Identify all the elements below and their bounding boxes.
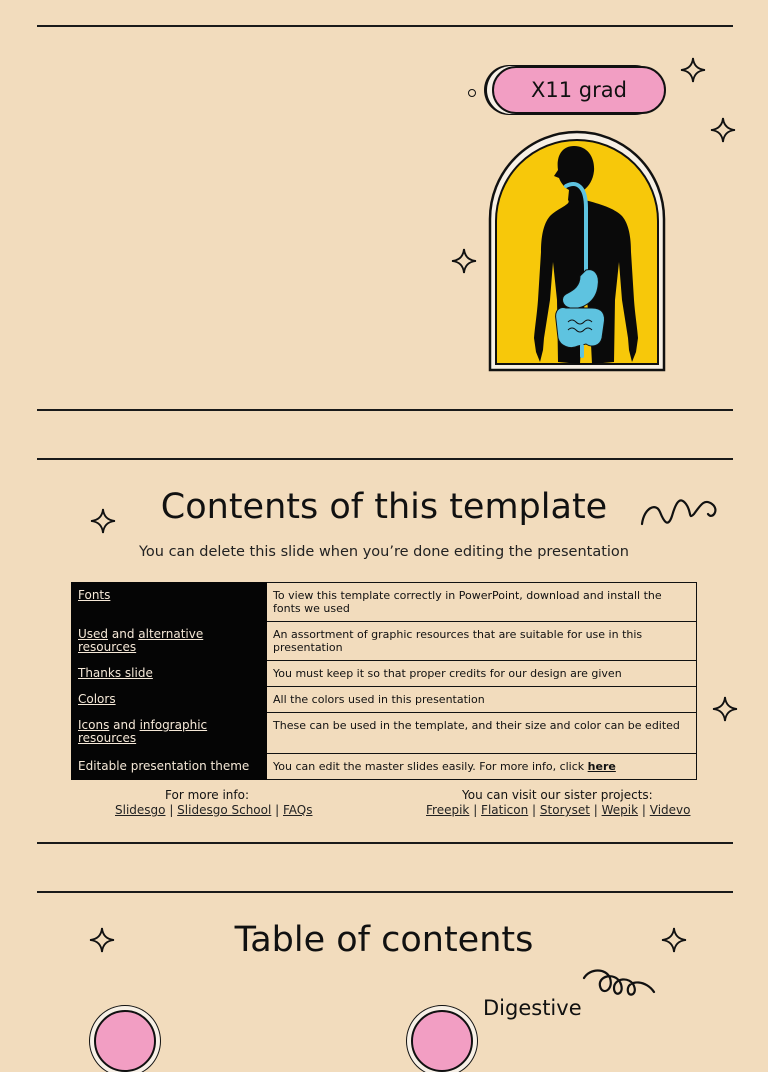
sister-projects-links: Freepik | Flaticon | Storyset | Wepik | Videvo: [426, 803, 691, 817]
table-row: [72, 687, 697, 713]
row-key: [72, 622, 267, 661]
freepik-link[interactable]: Freepik: [426, 803, 470, 817]
more-info-links: Slidesgo | Slidesgo School | FAQs: [115, 803, 313, 817]
row-value: An assortment of graphic resources that are suitable for use in this presentation: [267, 622, 697, 661]
row-key: [72, 661, 267, 687]
slide3-top-rule: [37, 891, 733, 893]
sparkle-icon: [680, 57, 706, 83]
slide1-top-rule: [37, 25, 733, 27]
row-value: To view this template correctly in PowerPoint, download and install the fonts we used: [267, 583, 697, 622]
videvo-link[interactable]: Videvo: [649, 803, 691, 817]
row-key: [72, 583, 267, 622]
sister-projects-label: You can visit our sister projects:: [462, 788, 653, 802]
table-row: [72, 661, 697, 687]
table-row: [72, 713, 697, 754]
resources-table: [71, 582, 697, 780]
contents-title: Contents of this template: [160, 487, 608, 527]
alternative-resources-link[interactable]: alternative resources: [78, 627, 204, 654]
slide2-top-rule: [37, 458, 733, 460]
grade-badge: [492, 66, 666, 114]
storyset-link[interactable]: Storyset: [539, 803, 590, 817]
row-value: All the colors used in this presentation: [267, 687, 697, 713]
toc-item-label: Digestive: [483, 996, 582, 1020]
digestive-system-illustration: [482, 124, 672, 376]
toc-bullet-circle: [94, 1010, 156, 1072]
small-circle-decoration: [468, 89, 476, 97]
icons-link[interactable]: Icons: [78, 718, 110, 732]
here-link[interactable]: here: [587, 760, 616, 773]
wepik-link[interactable]: Wepik: [601, 803, 639, 817]
more-info-label: For more info:: [165, 788, 250, 802]
row-key-connector: and: [109, 718, 140, 732]
row-value: [267, 754, 697, 780]
row-value-text: You can edit the master slides easily. For more info, click: [273, 760, 588, 773]
table-of-contents-title: Table of contents: [234, 920, 534, 960]
sparkle-icon: [710, 117, 736, 143]
row-key: [72, 713, 267, 754]
toc-bullet-circle: [411, 1010, 473, 1072]
flaticon-link[interactable]: Flaticon: [481, 803, 529, 817]
slidesgo-link[interactable]: Slidesgo: [115, 803, 166, 817]
slidesgo-school-link[interactable]: Slidesgo School: [177, 803, 272, 817]
row-value: These can be used in the template, and their size and color can be edited: [267, 713, 697, 754]
colors-link[interactable]: Colors: [78, 692, 116, 706]
slide1-bottom-rule: [37, 409, 733, 411]
row-key: [72, 687, 267, 713]
infographic-resources-link[interactable]: infographic resources: [78, 718, 208, 745]
sparkle-icon: [712, 696, 738, 722]
used-link[interactable]: Used: [78, 627, 109, 641]
table-row: [72, 754, 697, 780]
slide2-bottom-rule: [37, 842, 733, 844]
row-key: Editable presentation theme: [72, 754, 267, 780]
sparkle-icon: [451, 248, 477, 274]
table-row: [72, 622, 697, 661]
grade-badge-label: X11 grad: [531, 78, 627, 102]
row-value: You must keep it so that proper credits for our design are given: [267, 661, 697, 687]
table-row: [72, 583, 697, 622]
thanks-slide-link[interactable]: Thanks slide: [78, 666, 153, 680]
row-key-connector: and: [108, 627, 139, 641]
faqs-link[interactable]: FAQs: [283, 803, 313, 817]
loop-squiggle-icon: [580, 966, 658, 1002]
fonts-link[interactable]: Fonts: [78, 588, 111, 602]
contents-subtitle: You can delete this slide when you’re done editing the presentation: [138, 544, 629, 560]
